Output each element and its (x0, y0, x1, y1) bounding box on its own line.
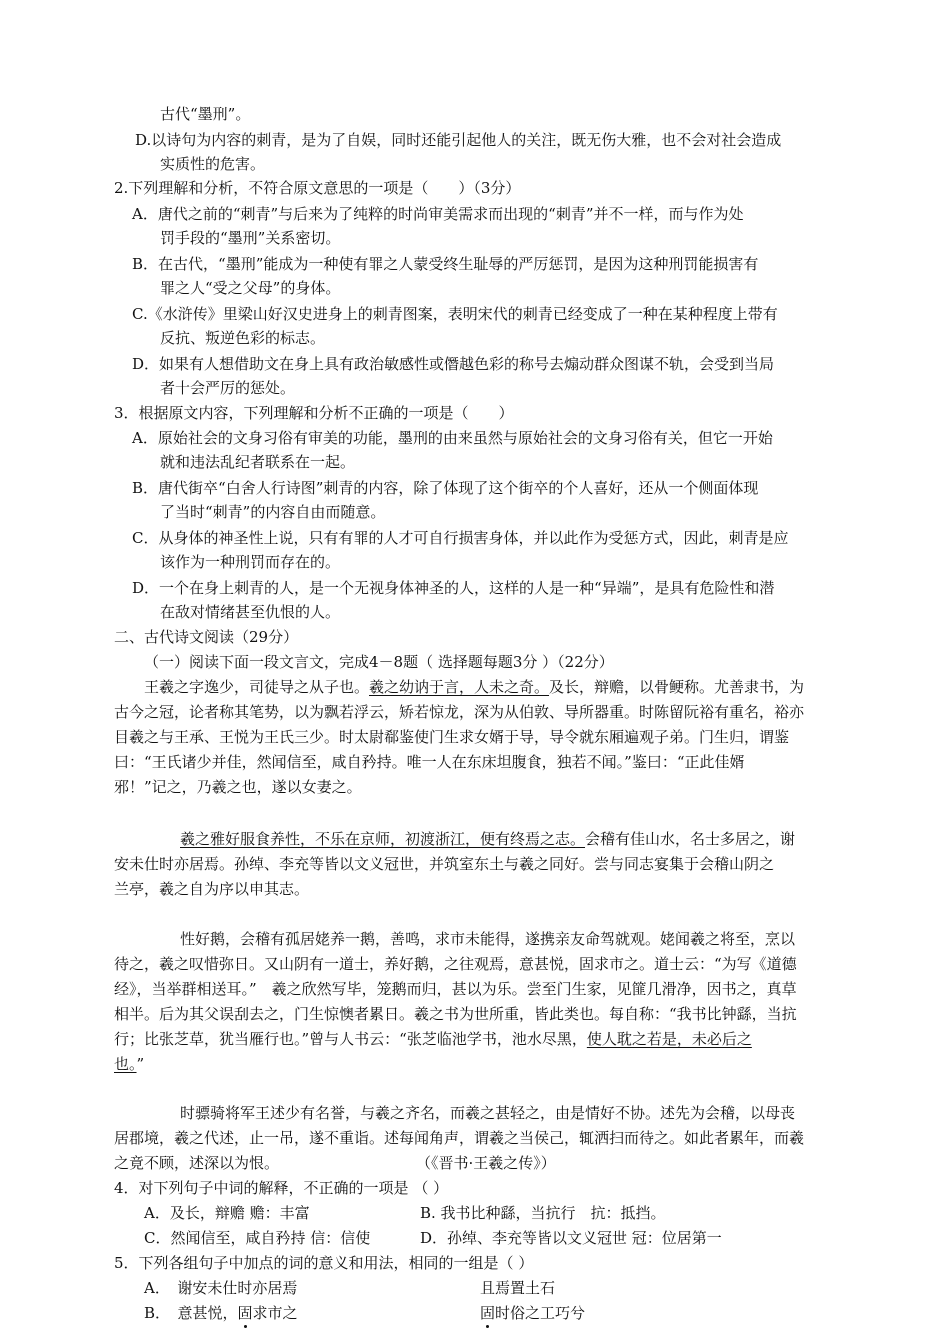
passage-line: 居郡境，羲之代述，止一吊，遂不重诣。述每闻角声，谓羲之当侯己，辄洒扫而待之。如此者累年，而羲 (114, 1129, 805, 1147)
option-b-q5-left (144, 1303, 298, 1323)
passage-line (114, 1029, 752, 1049)
question-5: 5．下列各组句子中加点的词的意义和用法，相同的一组是（ ） (114, 1254, 534, 1272)
text-line: 了当时“刺青”的内容自由而随意。 (160, 503, 386, 521)
option-b-q2: B．在古代，“墨刑”能成为一种使有罪之人蒙受终生耻辱的严厉惩罚，是因为这种刑罚能损害有 (132, 255, 759, 273)
underlined-sentence: 使人耽之若是，未必后之 (586, 1030, 752, 1048)
passage-line: 之竟不顾，述深以为恨。 (114, 1154, 280, 1172)
passage-line: 曰：“王氏诸少并佳，然闻信至，咸自矜持。唯一人在东床坦腹食，独若不闻。”鉴曰：“正此佳婿 (114, 753, 745, 771)
subsection-heading: （一）阅读下面一段文言文，完成4－8题（ 选择题每题3分 ）（22分） (144, 653, 614, 671)
passage-text: 会稽有佳山水，名士多居之，谢 (585, 830, 796, 848)
underlined-sentence: 也。 (114, 1055, 137, 1073)
text-line: 就和违法乱纪者联系在一起。 (160, 453, 356, 471)
text-line: 罚手段的“墨刑”关系密切。 (160, 229, 341, 247)
option-c-q2: C.《水浒传》里梁山好汉史进身上的刺青图案，表明宋代的刺青已经变成了一种在某种程度上带有 (132, 305, 778, 323)
option-b-q4: B. 我书比种繇，当抗行 抗：抵挡。 (420, 1204, 666, 1222)
passage-line: 经》，当举群相送耳。” 羲之欣然写毕，笼鹅而归，甚以为乐。尝至门生家，见篚几滑净，因书之，真草 (114, 980, 797, 998)
passage-line (144, 677, 804, 697)
text-line: 者十会严厉的惩处。 (160, 379, 296, 397)
option-text: B． 意甚悦， (144, 1304, 238, 1322)
passage-line: 古今之冠，论者称其笔势，以为飘若浮云，矫若惊龙，深为从伯敦、导所器重。时陈留阮裕有重名，裕亦 (114, 703, 805, 721)
question-4: 4．对下列句子中词的解释，不正确的一项是 （ ） (114, 1179, 449, 1197)
option-d-q1: D.以诗句为内容的刺青，是为了自娱，同时还能引起他人的关注，既无伤大雅，也不会对社会造成 (135, 131, 782, 149)
option-text: 求市之 (252, 1304, 298, 1322)
text-line: 在敌对情绪甚至仇恨的人。 (160, 603, 341, 621)
passage-line: 相半。后为其父误刮去之，门生惊懊者累日。羲之书为世所重，皆此类也。每自称：“我书比钟繇，当抗 (114, 1005, 797, 1023)
section-heading: 二、古代诗文阅读（29分） (114, 628, 299, 646)
option-a-q2: A．唐代之前的“刺青”与后来为了纯粹的时尚审美需求而出现的“刺青”并不一样，而与作为处 (132, 205, 744, 223)
text-line: 该作为一种刑罚而存在的。 (160, 553, 341, 571)
option-c-q4: C．然闻信至，咸自矜持 信：信使 (144, 1229, 371, 1247)
option-text: 时俗之工巧兮 (495, 1304, 586, 1322)
passage-line: 性好鹅，会稽有孤居姥养一鹅，善鸣，求市未能得，遂携亲友命驾就观。姥闻羲之将至，烹以 (180, 930, 796, 948)
text-line: 实质性的危害。 (160, 155, 266, 173)
option-a-q3: A．原始社会的文身习俗有审美的功能，墨刑的由来虽然与原始社会的文身习俗有关，但它一开始 (132, 429, 773, 447)
underlined-sentence: 羲之幼讷于言，人未之奇。 (369, 678, 550, 696)
text-line: 罪之人“受之父母”的身体。 (160, 279, 341, 297)
passage-text: 行；比张芝草，犹当雁行也。”曾与人书云：“张芝临池学书，池水尽黑， (114, 1030, 587, 1048)
option-d-q4: D．孙绰、李充等皆以文义冠世 冠：位居第一 (420, 1229, 722, 1247)
text-line: 反抗、叛逆色彩的标志。 (160, 329, 326, 347)
option-a-q4: A．及长，辩赡 赡：丰富 (144, 1204, 310, 1222)
question-2: 2.下列理解和分析，不符合原文意思的一项是（ ）（3分） (114, 179, 521, 197)
passage-line: 兰亭，羲之自为序以申其志。 (114, 880, 310, 898)
passage-source: （《晋书·王羲之传》） (416, 1154, 556, 1172)
option-d-q3: D．一个在身上刺青的人，是一个无视身体神圣的人，这样的人是一种“异端”，是具有危险性和潜 (132, 579, 775, 597)
option-a-q5-left: A． 谢安未仕时亦居焉 (144, 1279, 298, 1297)
option-b-q3: B．唐代街卒“白舍人行诗图”刺青的内容，除了体现了这个街卒的个人喜好，还从一个侧面体现 (132, 479, 759, 497)
question-3: 3．根据原文内容，下列理解和分析不正确的一项是（ ） (114, 404, 514, 422)
option-c-q3: C．从身体的神圣性上说，只有有罪的人才可自行损害身体，并以此作为受惩方式，因此，刺青是应 (132, 529, 789, 547)
dotted-word: 固 (237, 1304, 253, 1322)
passage-text: ” (136, 1055, 145, 1073)
underlined-sentence: 羲之雅好服食养性，不乐在京师，初渡浙江，便有终焉之志。 (180, 830, 586, 848)
passage-text: 王羲之字逸少，司徒导之从子也。 (144, 678, 370, 696)
passage-line: 邪！”记之，乃羲之也，遂以女妻之。 (114, 778, 362, 796)
passage-line (114, 1054, 144, 1074)
passage-text: 及长，辩赡，以骨鲠称。尤善隶书，为 (549, 678, 805, 696)
option-a-q5-right: 且焉置土石 (480, 1279, 556, 1297)
text-line: 古代“墨刑”。 (160, 105, 251, 123)
passage-line: 待之，羲之叹惜弥日。又山阴有一道士，养好鹅，之往观焉，意甚悦，固求市之。道士云：“为写《道德 (114, 955, 797, 973)
option-b-q5-right (480, 1303, 585, 1323)
passage-line (180, 829, 795, 849)
passage-line: 目羲之与王承、王悦为王氏三少。时太尉郗鉴使门生求女婿于导，导令就东厢遍观子弟。门生归，谓鉴 (114, 728, 790, 746)
dotted-word: 固 (480, 1304, 496, 1322)
passage-line: 时骠骑将军王述少有名誉，与羲之齐名，而羲之甚轻之，由是情好不协。述先为会稽，以母丧 (180, 1104, 796, 1122)
option-d-q2: D．如果有人想借助文在身上具有政治敏感性或僭越色彩的称号去煽动群众图谋不轨，会受到当局 (132, 355, 775, 373)
passage-line: 安未仕时亦居焉。孙绰、李充等皆以文义冠世，并筑室东土与羲之同好。尝与同志宴集于会稽山阴之 (114, 855, 775, 873)
